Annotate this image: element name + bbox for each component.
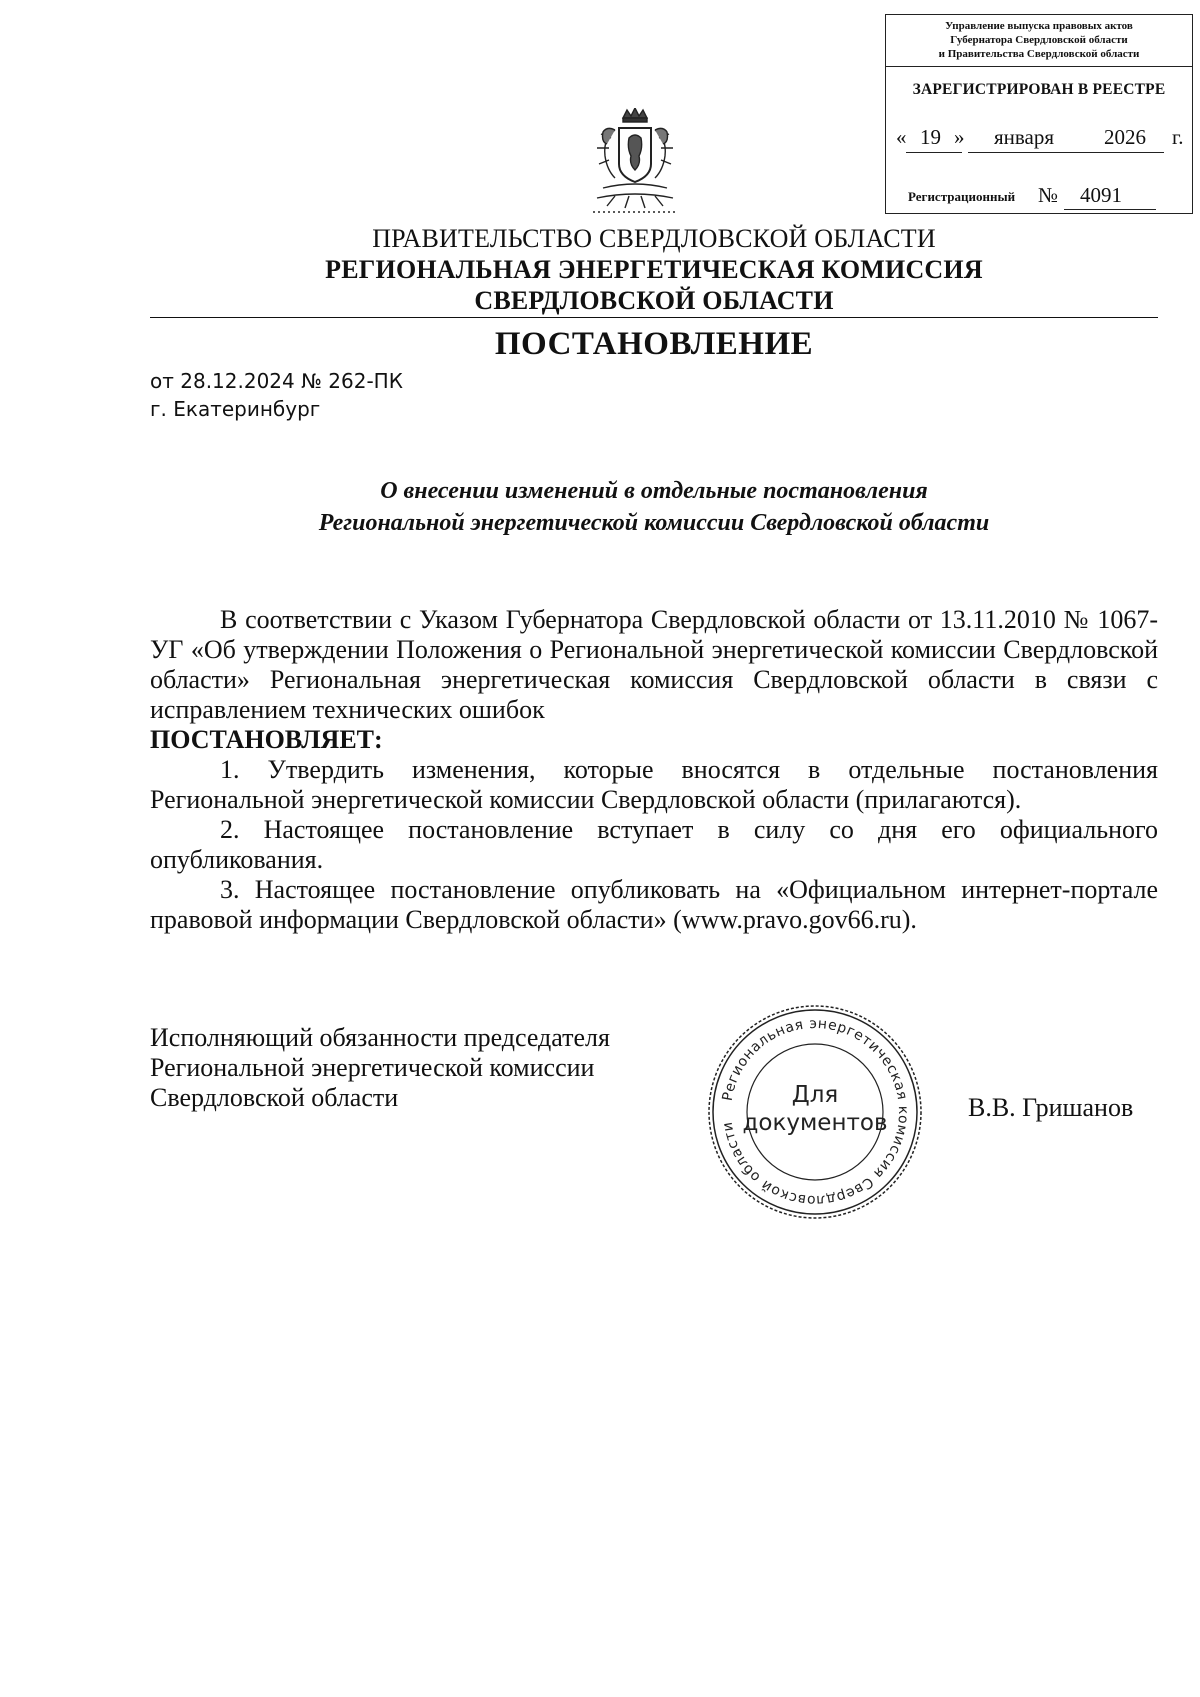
- subject-line2: Региональной энергетической комиссии Свердловской области: [318, 510, 990, 536]
- signatory-name: В.В. Гришанов: [968, 1093, 1134, 1122]
- coat-of-arms-icon: [585, 108, 685, 216]
- document-body: [150, 605, 1158, 935]
- signatory-position-line: Исполняющий обязанности председателя: [150, 1023, 610, 1052]
- decree-item-2: 2. Настоящее постановление вступает в силу со дня его официального опубликования.: [150, 815, 1158, 874]
- signatory-position: [150, 1023, 610, 1113]
- registry-header-line: Управление выпуска правовых актов: [945, 20, 1133, 32]
- header-divider: [150, 317, 1158, 318]
- registry-stamp-header: [886, 15, 1192, 67]
- commission-title-line2: СВЕРДЛОВСКОЙ ОБЛАСТИ: [474, 286, 834, 315]
- registry-number-label: Регистрационный: [908, 189, 1016, 204]
- seal-ring-text: Региональная энергетическая комиссия Свердловской области: [719, 1015, 912, 1209]
- government-title: ПРАВИТЕЛЬСТВО СВЕРДЛОВСКОЙ ОБЛАСТИ: [372, 224, 936, 253]
- seal-center-line2: документов: [742, 1110, 888, 1136]
- signatory-position-line: Свердловской области: [150, 1083, 399, 1112]
- official-seal: [705, 1002, 925, 1222]
- registry-date-close-quote: »: [954, 125, 965, 149]
- registry-month-year-underline: [968, 152, 1164, 153]
- registry-number-sign: №: [1038, 183, 1059, 207]
- registry-date-suffix: г.: [1172, 125, 1184, 149]
- document-city: г. Екатеринбург: [150, 397, 321, 421]
- decree-item-3: 3. Настоящее постановление опубликовать на «Официальном интернет-портале правовой информации Свердловской области» (www.pravo.gov66.ru).: [150, 875, 1158, 934]
- commission-title-line1: РЕГИОНАЛЬНАЯ ЭНЕРГЕТИЧЕСКАЯ КОМИССИЯ: [325, 255, 983, 284]
- document-date-number: от 28.12.2024 № 262-ПК: [150, 369, 403, 393]
- registry-date-day: 19: [920, 125, 941, 149]
- registry-date-open-quote: «: [896, 125, 907, 149]
- registry-date-month: января: [994, 125, 1055, 149]
- registry-date-year: 2026: [1104, 125, 1146, 149]
- registry-number-underline: [1064, 209, 1156, 210]
- preamble-paragraph: В соответствии с Указом Губернатора Свердловской области от 13.11.2010 № 1067-УГ «Об утверждении Положения о Региональной энергетической комиссии Свердловской области» Региональная энергетическая комиссия Свердловской области в связи с исправлением технических ошибок: [150, 605, 1158, 724]
- signatory-position-line: Региональной энергетической комиссии: [150, 1053, 595, 1082]
- registry-header-line: Губернатора Свердловской области: [950, 34, 1128, 46]
- registry-number-value: 4091: [1080, 183, 1122, 207]
- registry-stamp: [885, 14, 1193, 214]
- seal-center-line1: Для: [791, 1082, 839, 1108]
- decree-word: ПОСТАНОВЛЯЕТ:: [150, 725, 383, 754]
- registry-number: [886, 183, 1192, 213]
- registry-day-underline: [906, 152, 962, 153]
- registry-date: [886, 125, 1192, 155]
- document-type: ПОСТАНОВЛЕНИЕ: [494, 326, 814, 362]
- subject-line1: О внесении изменений в отдельные постановления: [380, 478, 928, 504]
- registry-header-line: и Правительства Свердловской области: [938, 48, 1140, 60]
- registry-title: ЗАРЕГИСТРИРОВАН В РЕЕСТРЕ: [912, 81, 1166, 98]
- decree-item-1: 1. Утвердить изменения, которые вносятся в отдельные постановления Региональной энергетической комиссии Свердловской области (прилагаются).: [150, 755, 1158, 814]
